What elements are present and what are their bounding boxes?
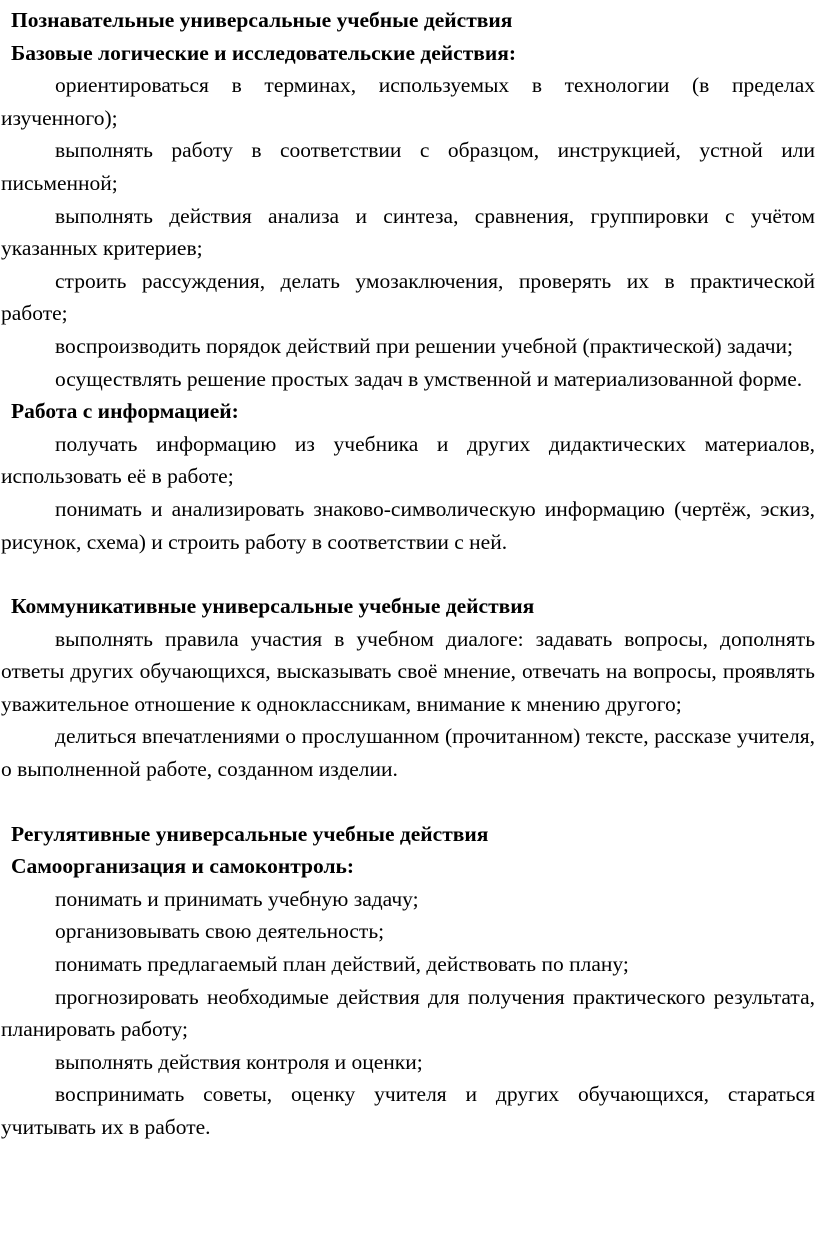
self-control-subheading: Самоорганизация и самоконтроль:: [11, 854, 355, 879]
list-item: организовывать свою деятельность;: [55, 919, 385, 944]
list-item: строить рассуждения, делать умозаключения, проверять их в практической работе;: [1, 268, 815, 326]
list-item: понимать и анализировать знаково-символическую информацию (чертёж, эскиз, рисунок, схема) и строить работу в соответствии с ней.: [1, 496, 815, 554]
section-spacer: [1, 786, 815, 818]
list-item: понимать предлагаемый план действий, действовать по плану;: [55, 952, 629, 977]
list-item: выполнять действия контроля и оценки;: [55, 1049, 423, 1074]
list-item: выполнять правила участия в учебном диалоге: задавать вопросы, дополнять ответы других обучающихся, высказывать своё мнение, отвечать на вопросы, проявлять уважительное отношение к одноклассникам, внимание к мнению другого;: [1, 626, 815, 716]
list-item: ориентироваться в терминах, используемых в технологии (в пределах изученного);: [1, 73, 815, 130]
list-item: прогнозировать необходимые действия для получения практического результата, планировать работу;: [1, 984, 815, 1042]
section-spacer: [1, 558, 815, 590]
list-item: получать информацию из учебника и других дидактических материалов, использовать её в работе;: [1, 431, 815, 489]
info-subheading: Работа с информацией:: [11, 399, 239, 424]
list-item: делиться впечатлениями о прослушанном (прочитанном) тексте, рассказе учителя, о выполненной работе, созданном изделии.: [1, 724, 815, 782]
list-item: воспроизводить порядок действий при решении учебной (практической) задачи;: [55, 333, 794, 358]
list-item: выполнять действия анализа и синтеза, сравнения, группировки с учётом указанных критериев;: [1, 203, 815, 261]
list-item: понимать и принимать учебную задачу;: [55, 886, 419, 911]
communicative-heading: Коммуникативные универсальные учебные действия: [11, 594, 535, 619]
regulative-heading: Регулятивные универсальные учебные действия: [11, 821, 489, 846]
list-item: выполнять работу в соответствии с образцом, инструкцией, устной или письменной;: [1, 138, 815, 195]
logic-subheading: Базовые логические и исследовательские действия:: [11, 40, 517, 65]
cognitive-heading: Познавательные универсальные учебные действия: [11, 8, 513, 32]
list-item: воспринимать советы, оценку учителя и других обучающихся, стараться учитывать их в работе.: [1, 1082, 815, 1139]
list-item: осуществлять решение простых задач в умственной и материализованной форме.: [55, 366, 803, 391]
